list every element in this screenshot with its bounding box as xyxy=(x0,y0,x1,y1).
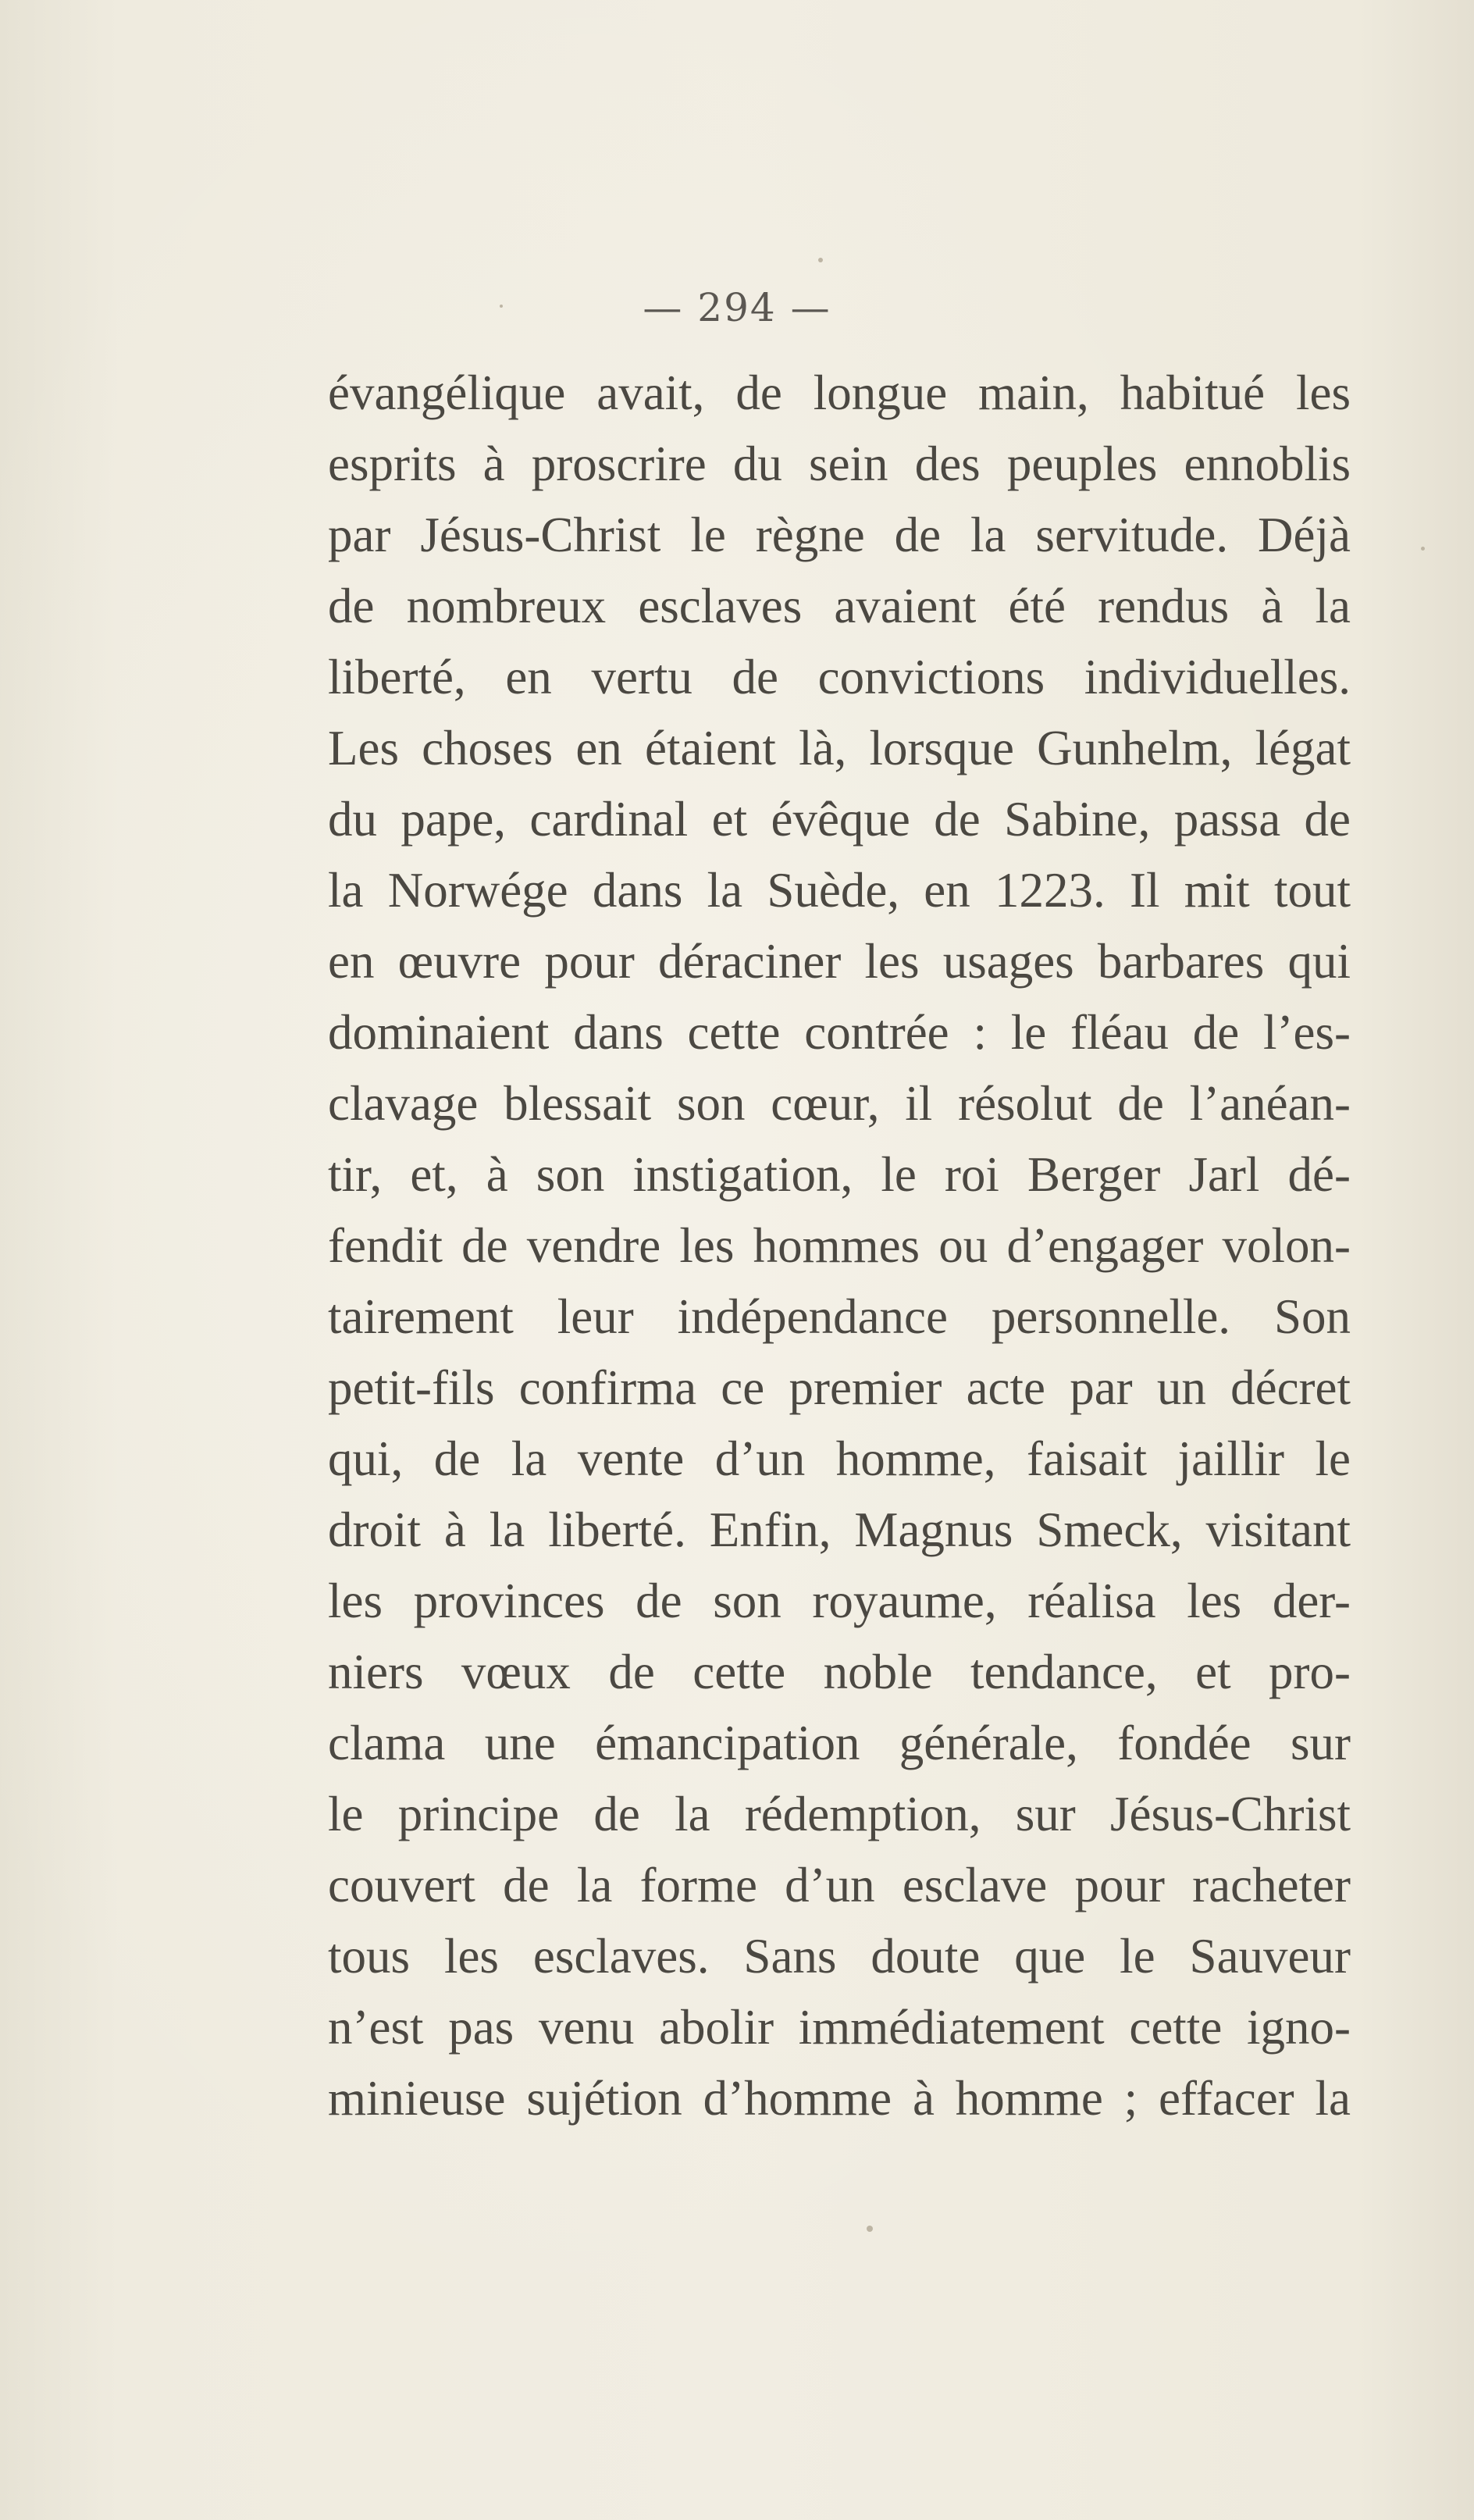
text-line: la Norwége dans la Suède, en 1223. Il mit tout xyxy=(328,863,1351,918)
text-line: clavage blessait son cœur, il résolut de l’anéan- xyxy=(328,1076,1351,1131)
body-text xyxy=(328,358,1351,2134)
text-line: esprits à proscrire du sein des peuples ennoblis xyxy=(328,437,1351,491)
text-line: de nombreux esclaves avaient été rendus à la xyxy=(328,579,1351,633)
text-line: en œuvre pour déraciner les usages barbares qui xyxy=(328,934,1351,989)
text-line: évangélique avait, de longue main, habitué les xyxy=(328,365,1351,420)
paper-speck xyxy=(818,258,823,262)
text-line: par Jésus-Christ le règne de la servitude. Déjà xyxy=(328,508,1351,562)
text-line: liberté, en vertu de convictions individuelles. xyxy=(328,650,1351,704)
text-line: Les choses en étaient là, lorsque Gunhelm, légat xyxy=(328,721,1351,775)
paper-speck xyxy=(867,2226,873,2232)
text-line: du pape, cardinal et évêque de Sabine, passa de xyxy=(328,792,1351,847)
text-line: droit à la liberté. Enfin, Magnus Smeck, visitant xyxy=(328,1502,1351,1557)
text-line: tir, et, à son instigation, le roi Berger Jarl dé- xyxy=(328,1147,1351,1202)
text-line: minieuse sujétion d’homme à homme ; effacer la xyxy=(328,2071,1351,2126)
text-line: tairement leur indépendance personnelle. Son xyxy=(328,1289,1351,1344)
text-line: qui, de la vente d’un homme, faisait jaillir le xyxy=(328,1431,1351,1486)
text-line: dominaient dans cette contrée : le fléau de l’es- xyxy=(328,1005,1351,1060)
paper-speck xyxy=(500,305,503,308)
text-line: fendit de vendre les hommes ou d’engager volon- xyxy=(328,1218,1351,1273)
text-line: clama une émancipation générale, fondée sur xyxy=(328,1716,1351,1770)
text-line: niers vœux de cette noble tendance, et pro- xyxy=(328,1645,1351,1699)
text-line: tous les esclaves. Sans doute que le Sauveur xyxy=(328,1929,1351,1984)
text-line: les provinces de son royaume, réalisa les der- xyxy=(328,1574,1351,1628)
text-line: petit-fils confirma ce premier acte par un décret xyxy=(328,1360,1351,1415)
paper-speck xyxy=(1421,547,1425,551)
text-line: n’est pas venu abolir immédiatement cette igno- xyxy=(328,2000,1351,2055)
text-line: couvert de la forme d’un esclave pour racheter xyxy=(328,1858,1351,1912)
page-number-header: — 294 — xyxy=(643,285,831,330)
text-line: le principe de la rédemption, sur Jésus-Christ xyxy=(328,1787,1351,1841)
